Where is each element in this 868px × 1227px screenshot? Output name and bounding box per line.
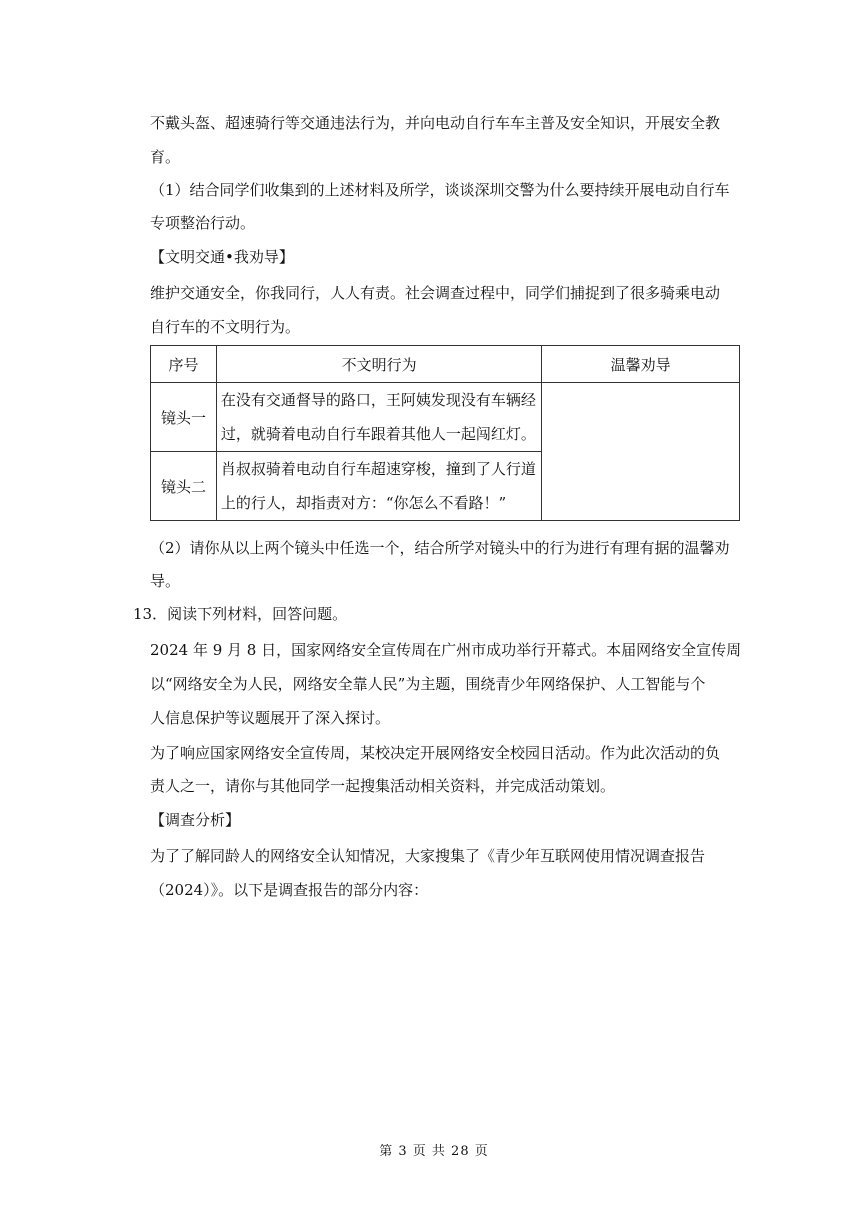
- behavior-line: 过，就骑着电动自行车跟着其他人一起闯红灯。: [220, 425, 536, 443]
- table-header-row: [151, 346, 740, 383]
- behavior-cell: [216, 452, 541, 521]
- paragraph-line: 为了了解同龄人的网络安全认知情况，大家搜集了《青少年互联网使用情况调查报告: [150, 847, 706, 865]
- row-label: 镜头一: [151, 383, 217, 452]
- section-heading-civilized-traffic: 【文明交通•我劝导】: [150, 248, 294, 266]
- row-label: 镜头二: [151, 452, 217, 521]
- question-12-part-2-line: 导。: [150, 572, 181, 590]
- paragraph-line: 为了响应国家网络安全宣传周，某校决定开展网络安全校园日活动。作为此次活动的负: [150, 744, 721, 762]
- header-behavior: 不文明行为: [216, 346, 541, 383]
- section-heading-survey-analysis: 【调查分析】: [150, 811, 241, 829]
- header-serial: 序号: [151, 346, 217, 383]
- behavior-line: 上的行人，却指责对方：“你怎么不看路！”: [220, 494, 507, 512]
- question-12-part-1-line: 专项整治行动。: [150, 214, 256, 232]
- behavior-cell: [216, 383, 541, 452]
- behavior-line: 肖叔叔骑着电动自行车超速穿梭，撞到了人行道: [220, 460, 536, 478]
- paragraph-line: 2024 年 9 月 8 日，国家网络安全宣传周在广州市成功举行开幕式。本届网络安全宣传周: [150, 641, 742, 659]
- paragraph-line: （2024）》。以下是调查报告的部分内容：: [150, 881, 429, 899]
- paragraph-line: 自行车的不文明行为。: [150, 318, 301, 336]
- advice-answer-cell[interactable]: [542, 383, 740, 521]
- page-number-footer: 第 3 页 共 28 页: [379, 1144, 489, 1159]
- question-12-part-1-line: （1）结合同学们收集到的上述材料及所学，谈谈深圳交警为什么要持续开展电动自行车: [150, 181, 730, 199]
- uncivil-behavior-table: [150, 345, 740, 521]
- paragraph-line: 维护交通安全，你我同行，人人有责。社会调查过程中，同学们捕捉到了很多骑乘电动: [150, 284, 721, 302]
- paragraph-line: 以“网络安全为人民，网络安全靠人民”为主题，围绕青少年网络保护、人工智能与个: [150, 675, 706, 693]
- paragraph-line: 不戴头盔、超速骑行等交通违法行为，并向电动自行车车主普及安全知识，开展安全教: [150, 114, 721, 132]
- behavior-line: 在没有交通督导的路口，王阿姨发现没有车辆经: [220, 391, 536, 409]
- table-row: [151, 383, 740, 452]
- question-13-title: 13．阅读下列材料，回答问题。: [133, 605, 348, 623]
- question-12-part-2-line: （2）请你从以上两个镜头中任选一个，结合所学对镜头中的行为进行有理有据的温馨劝: [150, 539, 730, 557]
- paragraph-line: 人信息保护等议题展开了深入探讨。: [150, 709, 391, 727]
- paragraph-line: 责人之一，请你与其他同学一起搜集活动相关资料，并完成活动策划。: [150, 777, 616, 795]
- header-advice: 温馨劝导: [542, 346, 740, 383]
- paragraph-line: 育。: [150, 148, 181, 166]
